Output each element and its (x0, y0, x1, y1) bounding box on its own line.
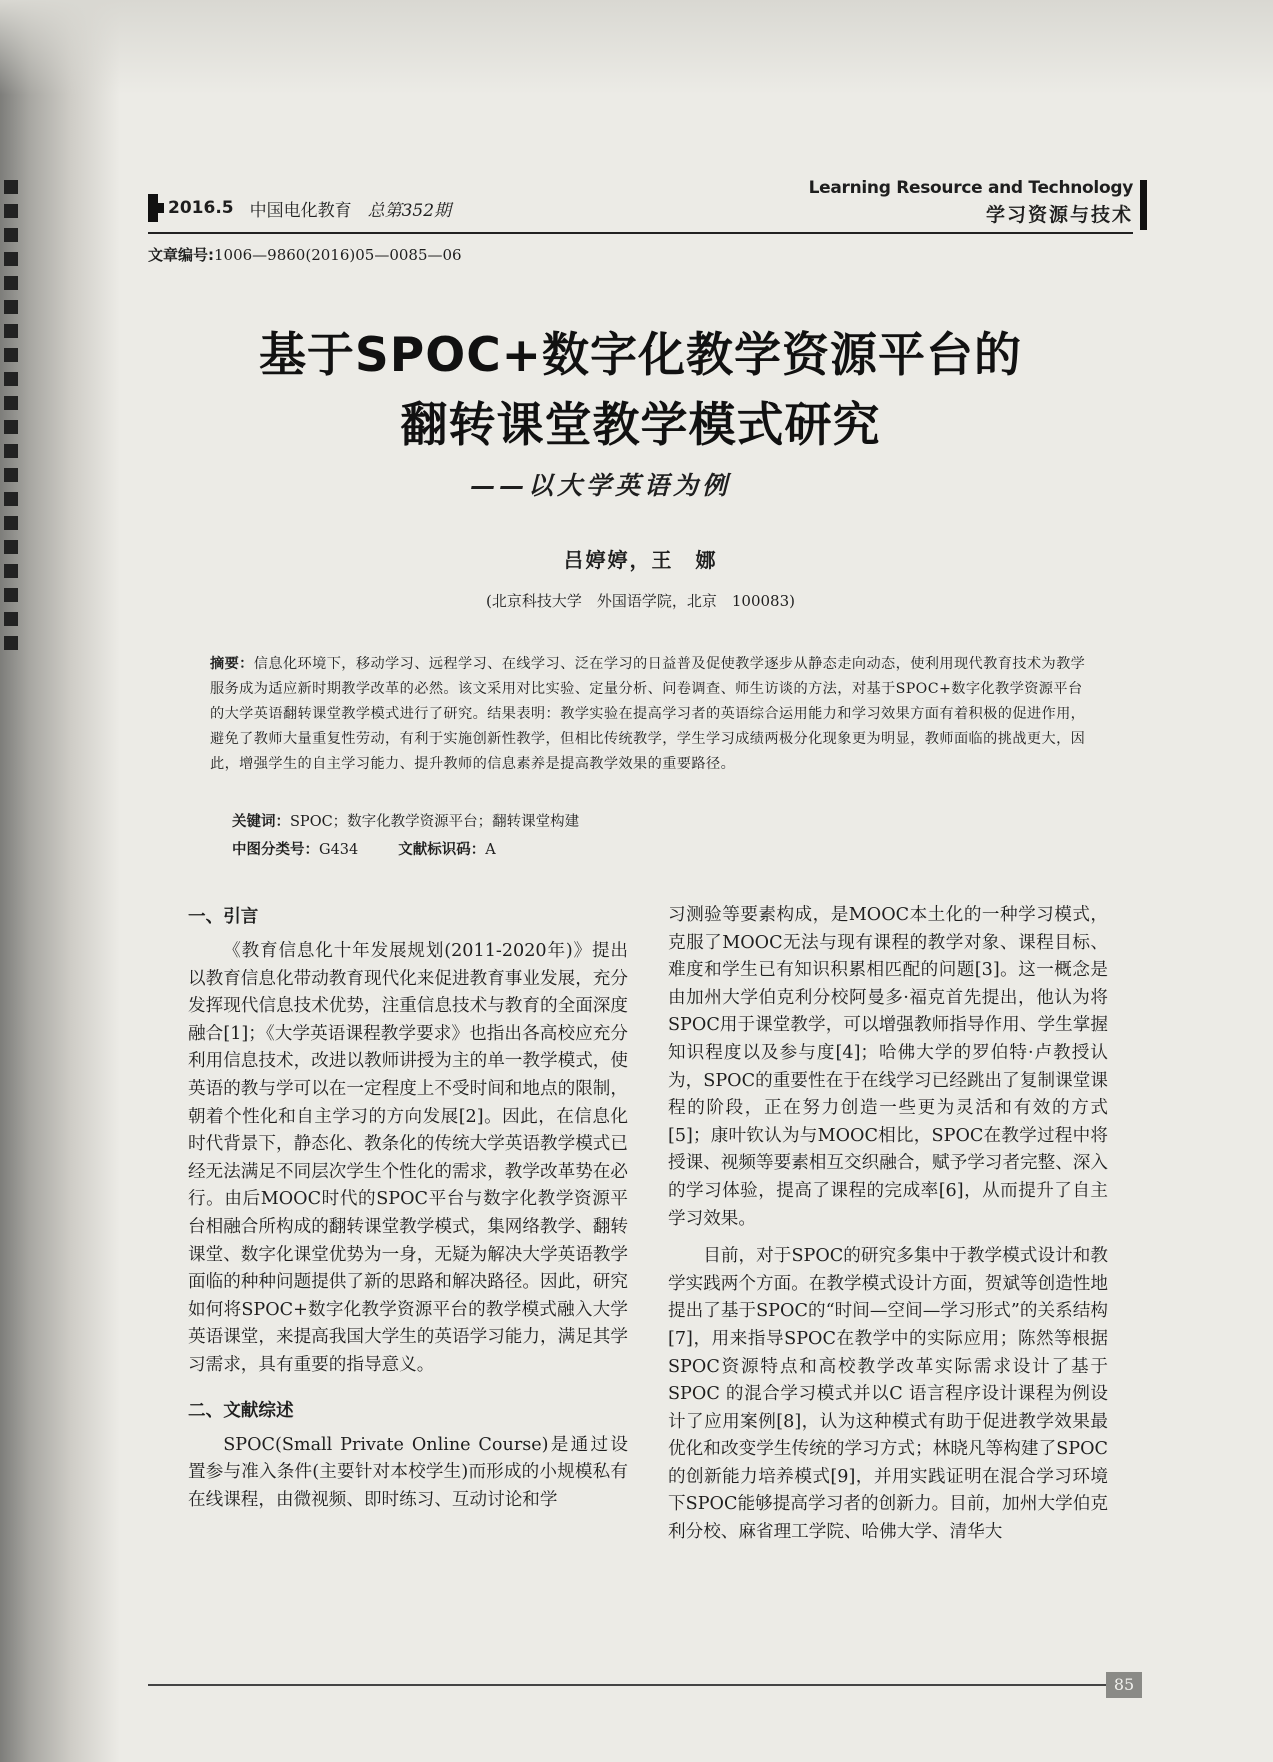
clc-value: G434 (319, 842, 359, 858)
header-bar-icon (1140, 180, 1147, 230)
header-total-issue: 总第352期 (367, 200, 452, 221)
edge-markers (4, 180, 20, 660)
abstract (210, 652, 1090, 777)
binding-shadow (0, 0, 120, 1762)
article-number (148, 244, 462, 265)
classification (232, 838, 496, 859)
header-rule (148, 232, 1133, 234)
intro-paragraph: 《教育信息化十年发展规划(2011-2020年)》提出以教育信息化带动教育现代化来促进教育事业发展，充分发挥现代信息技术优势，注重信息技术与教育的全面深度融合[1]；《大学英语课程教学要求》也指出各高校应充分利用信息技术，改进以教师讲授为主的单一教学模式，使英语的教与学可以在一定程度上不受时间和地点的限制，朝着个性化和自主学习的方向发展[2]。因此，在信息化时代背景下，静态化、教条化的传统大学英语教学模式已经无法满足不同层次学生个性化的需求，教学改革势在必行。由后MOOC时代的SPOC平台与数字化教学资源平台相融合所构成的翻转课堂教学模式，集网络教学、翻转课堂、数字化课堂优势为一身，无疑为解决大学英语教学面临的种种问题提供了新的思路和解决路径。因此，研究如何将SPOC+数字化教学资源平台的教学模式融入大学英语课堂，来提高我国大学生的英语学习能力，满足其学习需求，具有重要的指导意义。 (188, 941, 628, 1375)
clc-label: 中图分类号： (232, 842, 319, 858)
column-name-cn: 学习资源与技术 (985, 204, 1133, 226)
doc-code-label: 文献标识码： (398, 842, 486, 858)
column-name-en: Learning Resource and Technology (808, 178, 1133, 198)
left-column (188, 902, 628, 1514)
title-line-2: 翻转课堂教学模式研究 (400, 398, 881, 453)
section-heading-intro: 一、引言 (188, 907, 259, 927)
running-header-left (148, 194, 467, 222)
keywords-value: SPOC；数字化教学资源平台；翻转课堂构建 (290, 814, 580, 830)
footer-rule (148, 1684, 1133, 1686)
keywords-label: 关键词： (232, 814, 290, 830)
section-heading-review: 二、文献综述 (188, 1400, 294, 1421)
article-number-value: 1006—9860(2016)05—0085—06 (214, 246, 462, 264)
header-issue: 2016.5 (168, 198, 234, 218)
authors: 吕婷婷，王 娜 (563, 548, 718, 572)
abstract-label: 摘要： (210, 656, 254, 672)
subtitle: ——以大学英语为例 (470, 471, 732, 500)
review-paragraph: SPOC(Small Private Online Course)是通过设置参与准入条件(主要针对本校学生)而形成的小规模私有在线课程，由微视频、即时练习、互动讨论和学 (188, 1434, 628, 1510)
review-paragraph-2: 目前，对于SPOC的研究多集中于教学模式设计和教学实践两个方面。在教学模式设计方面，贺斌等创造性地提出了基于SPOC的“时间—空间—学习形式”的关系结构[7]，用来指导SPOC在教学中的实际应用；陈然等根据SPOC资源特点和高校教学改革实际需求设计了基于 SPOC 的混合学习模式并以C 语言程序设计课程为例设计了应用案例[8]，认为这种模式有助于促进教学效果最优化和改变学生传统的学习方式；林晓凡等构建了SPOC的创新能力培养模式[9]，并用实践证明在混合学习环境下SPOC能够提高学习者的创新力。目前，加州大学伯克利分校、麻省理工学院、哈佛大学、清华大 (668, 1246, 1108, 1543)
header-mark-icon (148, 194, 158, 222)
page-number: 85 (1106, 1672, 1142, 1698)
title-line-1: 基于SPOC+数字化教学资源平台的 (258, 328, 1023, 383)
running-header-right (809, 178, 1133, 227)
page-top-shade (0, 0, 1273, 95)
review-paragraph-cont: 习测验等要素构成，是MOOC本土化的一种学习模式，克服了MOOC无法与现有课程的教学对象、课程目标、难度和学生已有知识积累相匹配的问题[3]。这一概念是由加州大学伯克利分校阿曼多·福克首先提出，他认为将SPOC用于课堂教学，可以增强教师指导作用、学生掌握知识程度以及参与度[4]；哈佛大学的罗伯特·卢教授认为，SPOC的重要性在于在线学习已经跳出了复制课堂课程的阶段，正在努力创造一些更为灵活和有效的方式[5]；康叶钦认为与MOOC相比，SPOC在教学过程中将授课、视频等要素相互交织融合，赋予学习者完整、深入的学习体验，提高了课程的完成率[6]，从而提升了自主学习效果。 (668, 905, 1108, 1229)
abstract-text: 信息化环境下，移动学习、远程学习、在线学习、泛在学习的日益普及促使教学逐步从静态走向动态，使利用现代教育技术为教学服务成为适应新时期教学改革的必然。该文采用对比实验、定量分析、问卷调查、师生访谈的方法，对基于SPOC+数字化教学资源平台的大学英语翻转课堂教学模式进行了研究。结果表明：教学实验在提高学习者的英语综合运用能力和学习效果方面有着积极的促进作用，避免了教师大量重复性劳动，有利于实施创新性教学，但相比传统教学，学生学习成绩两极分化现象更为明显，教师面临的挑战更大，因此，增强学生的自主学习能力、提升教师的信息素养是提高教学效果的重要路径。 (210, 656, 1086, 772)
doc-code-value: A (485, 842, 496, 858)
right-column (668, 902, 1108, 1547)
affiliation: (北京科技大学 外国语学院，北京 100083) (486, 592, 795, 610)
article-number-label: 文章编号: (148, 246, 214, 264)
header-journal: 中国电化教育 (249, 200, 352, 221)
keywords (232, 810, 579, 831)
